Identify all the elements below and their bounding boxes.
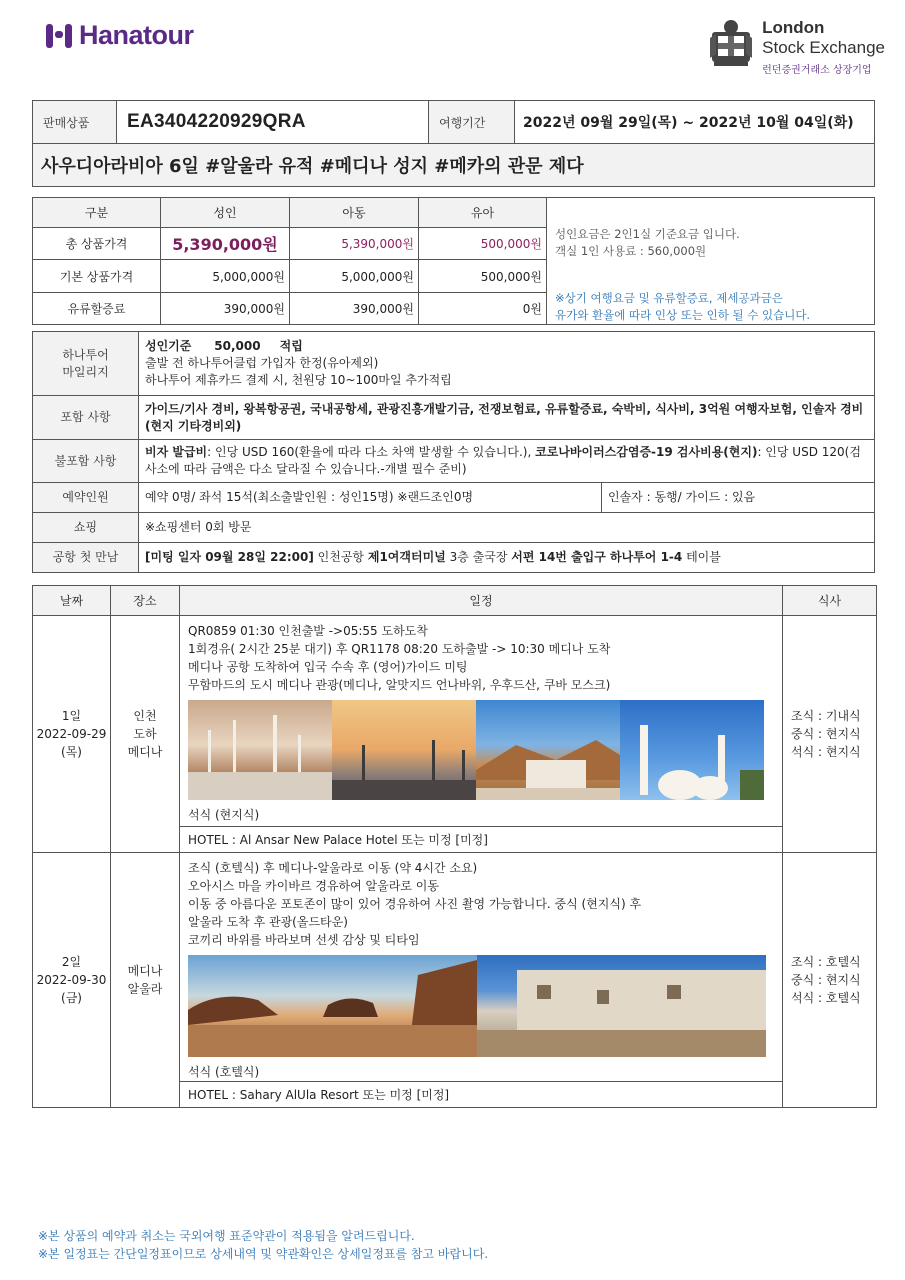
base-infant-price: 500,000원 — [419, 260, 547, 292]
day2-date: 2일 2022-09-30 (금) — [33, 853, 111, 1108]
day1-dinner: 석식 (현지식) — [188, 808, 260, 822]
price-header-child: 아동 — [290, 198, 419, 228]
period-label: 여행기간 — [429, 101, 515, 144]
meeting-text: [미팅 일자 09월 28일 22:00] 인천공항 제1여객터미널 3층 출국장 서편 14번 출입구 하나투어 1-4 테이블 — [139, 543, 875, 573]
shopping-label: 쇼핑 — [33, 513, 139, 543]
price-note-3: ※상기 여행요금 및 유류할증료, 제세공과금은 유가와 환율에 따라 인상 또는 인하 될 수 있습니다. — [555, 291, 811, 322]
brand-name: Hanatour — [79, 20, 194, 50]
mileage-label: 하나투어 마일리지 — [33, 332, 139, 396]
day2-dinner: 석식 (호텔식) — [188, 1065, 260, 1079]
base-child-price: 5,000,000원 — [290, 260, 419, 292]
medina-sunset-photo — [332, 700, 476, 800]
product-table — [32, 100, 875, 187]
total-infant-price: 500,000원 — [419, 228, 547, 260]
itin-header-place: 장소 — [111, 586, 180, 616]
price-row-label: 기본 상품가격 — [33, 260, 161, 292]
product-code: EA3404220929QRA — [117, 101, 429, 144]
price-note-4: 유가와 환율에 따라 인상 또는 인하 될 수 있습니다. — [555, 308, 811, 322]
hanatour-logo — [44, 20, 194, 51]
price-note-1: 성인요금은 2인1실 기준요금 입니다. — [555, 227, 740, 241]
travel-period: 2022년 09월 29일(목) ~ 2022년 10월 04일(화) — [515, 101, 875, 144]
price-row-label: 총 상품가격 — [33, 228, 161, 260]
lse-line3: 런던증권거래소 상장기업 — [762, 65, 872, 76]
hanatour-logo-mark — [44, 21, 74, 51]
price-row-label: 유류할증료 — [33, 292, 161, 324]
included-text: 가이드/기사 경비, 왕복항공권, 국내공항세, 관광진흥개발기금, 전쟁보험료, 유류할증료, 숙박비, 식사비, 3억원 여행자보험, 인솔자 경비(현지 기타경비외) — [139, 396, 875, 440]
elephant-rock-photo — [188, 955, 477, 1057]
price-note-2: 객실 1인 사용료 : 560,000원 — [555, 244, 707, 258]
day2-hotel: HOTEL : Sahary AlUla Resort 또는 미정 [미정] — [180, 1082, 783, 1108]
quba-mosque-photo — [620, 700, 764, 800]
lse-line1: London — [762, 18, 825, 37]
uhud-photo — [476, 700, 620, 800]
footer-note-1: ※본 상품의 예약과 취소는 국외여행 표준약관이 적용됨을 알려드립니다. — [38, 1229, 415, 1243]
excluded-text: 비자 발급비: 인당 USD 160(환율에 따라 다소 차액 발생할 수 있습니다.), 코로나바이러스감염증-19 검사비용(현지): 인당 USD 120(검사소에 따라 금액은 다소 달라질 수 있습니다.-개별 필수 준비) — [139, 440, 875, 483]
excluded-label: 불포함 사항 — [33, 440, 139, 483]
itinerary-table — [32, 585, 877, 1108]
fuel-child-price: 390,000원 — [290, 292, 419, 324]
fuel-infant-price: 0원 — [419, 292, 547, 324]
lse-logo — [708, 18, 885, 76]
day1-hotel: HOTEL : Al Ansar New Palace Hotel 또는 미정 [미정] — [180, 827, 783, 853]
price-header-infant: 유아 — [419, 198, 547, 228]
price-header-adult: 성인 — [161, 198, 290, 228]
included-label: 포함 사항 — [33, 396, 139, 440]
old-town-photo — [477, 955, 766, 1057]
price-note — [547, 198, 875, 325]
shopping-text: ※쇼핑센터 0회 방문 — [139, 513, 875, 543]
day2-meals: 조식 : 호텔식 중식 : 현지식 석식 : 호텔식 — [783, 853, 877, 1108]
day1-place: 인천 도하 메디나 — [111, 616, 180, 853]
day2-schedule: 조식 (호텔식) 후 메디나-알울라로 이동 (약 4시간 소요) 오아시스 마을 카이바르 경유하여 알울라로 이동 이동 중 아름다운 포토존이 많이 있어 경유하여 사진 촬영 가능합니다. 중식 (현지식) 후 알울라 도착 후 관광(올드타운) 코끼리 바위를 바라보며 선셋 감상 및 티타임 석식 (호텔식) — [180, 853, 783, 1082]
reservation-label: 예약인원 — [33, 483, 139, 513]
day1-photos — [188, 700, 774, 800]
medina-mosque-photo — [188, 700, 332, 800]
day1-schedule: QR0859 01:30 인천출발 ->05:55 도하도착 1회경유( 2시간 25분 대기) 후 QR1178 08:20 도하출발 -> 10:30 메디나 도착 메디나 공항 도착하여 입국 수속 후 (영어)가이드 미팅 무함마드의 도시 메디나 관광(메디나, 알맛지드 언나바위, 우후드산, 쿠바 모스크) 석식 (현지식) — [180, 616, 783, 827]
itin-header-date: 날짜 — [33, 586, 111, 616]
itin-header-meal: 식사 — [783, 586, 877, 616]
fuel-adult-price: 390,000원 — [161, 292, 290, 324]
base-adult-price: 5,000,000원 — [161, 260, 290, 292]
day2-place: 메디나 알울라 — [111, 853, 180, 1108]
reservation-text: 예약 0명/ 좌석 15석(최소출발인원 : 성인15명) ※랜드조인0명 — [139, 483, 602, 513]
day2-photos — [188, 955, 774, 1057]
meeting-label: 공항 첫 만남 — [33, 543, 139, 573]
total-child-price: 5,390,000원 — [290, 228, 419, 260]
price-header-type: 구분 — [33, 198, 161, 228]
info-table — [32, 331, 875, 573]
itin-header-schedule: 일정 — [180, 586, 783, 616]
code-label: 판매상품 — [33, 101, 117, 144]
product-title: 사우디아라비아 6일 #알울라 유적 #메디나 성지 #메카의 관문 제다 — [33, 144, 875, 187]
footer-note-2: ※본 일정표는 간단일정표이므로 상세내역 및 약관확인은 상세일정표를 참고 바랍니다. — [38, 1247, 489, 1261]
total-adult-price: 5,390,000원 — [161, 228, 290, 260]
lse-line2: Stock Exchange — [762, 38, 885, 57]
price-table — [32, 197, 875, 325]
day1-date: 1일 2022-09-29 (목) — [33, 616, 111, 853]
escort-text: 인솔자 : 동행/ 가이드 : 있음 — [602, 483, 875, 513]
lse-crest-icon — [708, 18, 754, 68]
day1-meals: 조식 : 기내식 중식 : 현지식 석식 : 현지식 — [783, 616, 877, 853]
mileage-info: 성인기준 50,000 적립 출발 전 하나투어클럽 가입자 한정(유아제외) 하나투어 제휴카드 결제 시, 천원당 10~100마일 추가적립 — [139, 332, 875, 396]
